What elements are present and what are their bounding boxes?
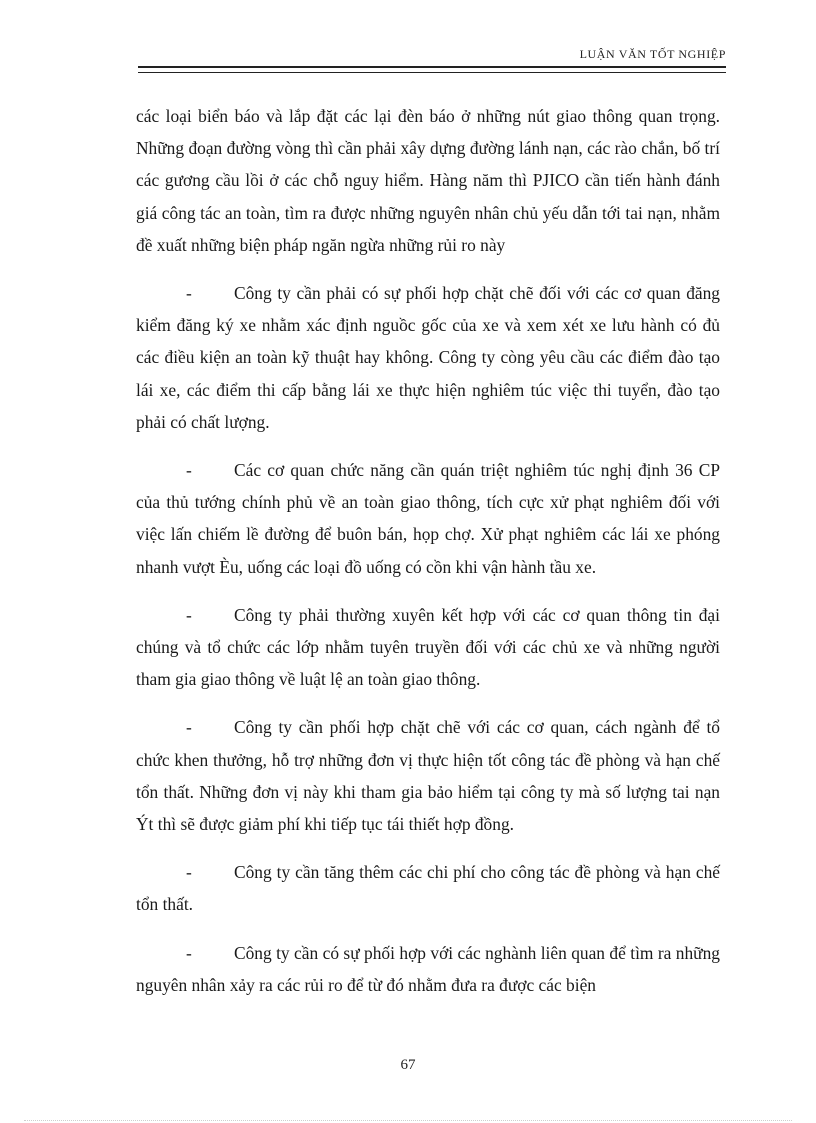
bullet-item-1: [136, 277, 720, 438]
page-number: 67: [400, 1057, 416, 1073]
bullet-text: Công ty phải thường xuyên kết hợp với các cơ quan thông tin đại chúng và tổ chức các lớp nhằm tuyên truyền đối với các chủ xe và những người tham gia giao thông về luật lệ an toàn giao thông.: [136, 604, 720, 690]
footer-divider: [24, 1120, 792, 1121]
bullet-text: Công ty cần có sự phối hợp với các nghành liên quan để tìm ra những nguyên nhân xảy ra các rủi ro để từ đó nhằm đưa ra được các biện: [136, 942, 720, 995]
bullet-dash: -: [186, 283, 192, 304]
header-divider: [138, 66, 726, 73]
bullet-item-6: [136, 937, 720, 1001]
bullet-item-3: [136, 599, 720, 696]
bullet-dash: -: [186, 942, 192, 963]
bullet-dash: -: [186, 862, 192, 883]
bullet-text: Công ty cần phối hợp chặt chẽ với các cơ quan, cách ngành để tổ chức khen thưởng, hỗ trợ những đơn vị thực hiện tốt công tác đề phòng và hạn chế tổn thất. Những đơn vị này khi tham gia bảo hiểm tại công ty mà số lượng tai nạn Ýt thì sẽ được giảm phí khi tiếp tục tái thiết hợp đồng.: [136, 717, 720, 835]
bullet-item-2: [136, 454, 720, 583]
bullet-item-5: [136, 856, 720, 920]
bullet-dash: -: [186, 460, 192, 481]
running-header: LUẬN VĂN TỐT NGHIỆP: [579, 47, 726, 61]
paragraph-text: các loại biển báo và lắp đặt các lại đèn báo ở những nút giao thông quan trọng. Những đoạn đường vòng thì cần phải xây dựng đường lánh nạn, các rào chắn, bố trí các gương cầu lồi ở các chỗ nguy hiểm. Hàng năm thì PJICO cần tiến hành đánh giá công tác an toàn, tìm ra được những nguyên nhân chủ yếu dẫn tới tai nạn, nhằm đề xuất những biện pháp ngăn ngừa những rủi ro này: [136, 106, 720, 255]
bullet-dash: -: [186, 604, 192, 625]
body-text: [136, 100, 720, 1017]
bullet-text: Công ty cần tăng thêm các chi phí cho công tác đề phòng và hạn chế tổn thất.: [136, 862, 720, 915]
bullet-text: Công ty cần phải có sự phối hợp chặt chẽ đối với các cơ quan đăng kiểm đăng ký xe nhằm xác định nguồc gốc của xe và xem xét xe lưu hành có đủ các điều kiện an toàn kỹ thuật hay không. Công ty còng yêu cầu các điểm đào tạo lái xe, các điểm thi cấp bằng lái xe thực hiện nghiêm túc việc thi tuyển, đào tạo phải có chất lượng.: [136, 283, 720, 432]
bullet-dash: -: [186, 717, 192, 738]
bullet-item-4: [136, 711, 720, 840]
bullet-text: Các cơ quan chức năng cần quán triệt nghiêm túc nghị định 36 CP của thủ tướng chính phủ về an toàn giao thông, tích cực xử phạt nghiêm đối với việc lấn chiếm lề đường để buôn bán, họp chợ. Xử phạt nghiêm các lái xe phóng nhanh vượt Èu, uống các loại đồ uống có cồn khi vận hành tầu xe.: [136, 460, 720, 577]
paragraph-1: [136, 100, 720, 261]
